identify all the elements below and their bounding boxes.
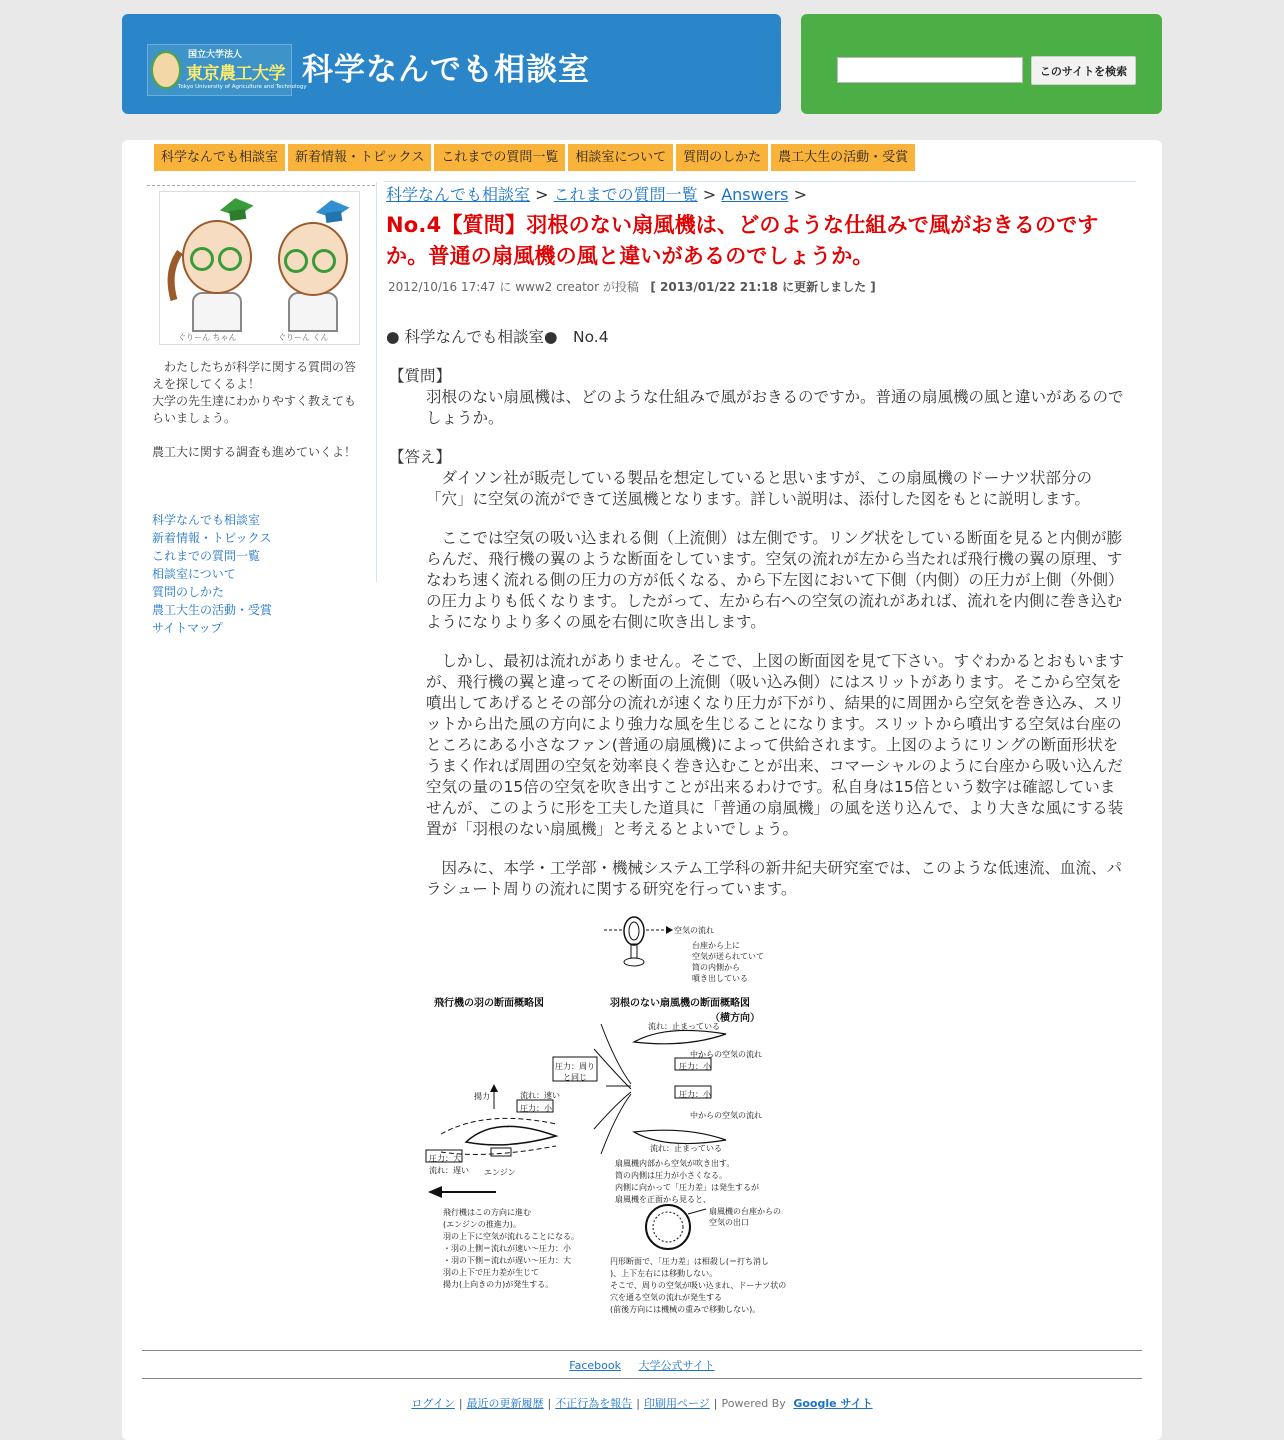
answer-paragraph-3: しかし、最初は流れがありません。そこで、上図の断面図を見て下さい。すぐわかるとおもいますが、飛行機の翼と違ってその断面の上流側（吸い込み側）にはスリットがあります。そこから空気を噴出してあげるとその部分の流れが速くなり圧力が下がり、結果的に周囲から空気を巻き込み、スリットから出た風の方向により強力な風を生じることになります。スリットから噴出する空気は台座のところにある小さなファン(普通の扇風機)によって供給されます。上図のようにリングの断面形状をうまく作れば周囲の空気を効率良く巻き込むことが出来、コマーシャルのように台座から吸い込んだ空気の量の15倍の空気を吹き出すことが出来るわけです。私自身は15倍という数字は確認していませんが、このように形を工夫した道具に「普通の扇風機」の風を送り込んで、より大きな風にする装置が「羽根のない扇風機」と考えるとよいでしょう。	[426, 652, 1125, 838]
glasses-icon	[218, 247, 242, 271]
mascot-boy-body	[288, 292, 338, 332]
sidebar-link-howto[interactable]: 質問のしかた	[152, 585, 225, 599]
fig-outlet-1: 扇風機の台座からの	[709, 1207, 781, 1216]
logo-line2: 東京農工大学	[186, 64, 285, 84]
glasses-icon	[312, 249, 336, 273]
sidebar-link-sitemap[interactable]: サイトマップ	[152, 621, 223, 635]
search-button[interactable]: このサイトを検索	[1031, 56, 1136, 85]
nav-item-howto[interactable]: 質問のしかた	[676, 144, 768, 171]
sidebar-top-border	[147, 185, 375, 186]
answer-label: 【答え】	[389, 448, 452, 466]
login-link[interactable]: ログイン	[411, 1397, 455, 1410]
sidebar-nav	[152, 511, 272, 637]
sidebar-intro-text2: 農工大に関する調査も進めていくよ！	[152, 445, 357, 459]
nav-item-students[interactable]: 農工大生の活動・受賞	[771, 144, 915, 171]
nav-item-about[interactable]: 相談室について	[568, 144, 673, 171]
nav-item-questions[interactable]: これまでの質問一覧	[434, 144, 565, 171]
question-text: 羽根のない扇風機は、どのような仕組みで風がおきるのですか。普通の扇風機の風と違いがあるのでしょうか。	[426, 388, 1124, 427]
powered-by-label: Powered By	[721, 1397, 786, 1410]
breadcrumb-answers[interactable]: Answers	[721, 185, 789, 204]
search-input[interactable]	[837, 57, 1023, 83]
fig-fan-note-3: 内側に向かって「圧力差」は発生するが	[615, 1183, 759, 1192]
breadcrumb-separator: >	[535, 185, 549, 204]
fig-fast: 流れ：速い	[520, 1091, 560, 1100]
footer-divider	[142, 1350, 1142, 1351]
post-body	[386, 327, 1136, 900]
fig-base-note-2: 空気が送られていて	[692, 952, 764, 961]
fig-fan-note-1: 扇風機内部から空気が吹き出す。	[615, 1159, 735, 1168]
breadcrumb-separator: >	[793, 185, 807, 204]
breadcrumb-questions[interactable]: これまでの質問一覧	[553, 185, 698, 204]
post-author-date: 2012/10/16 17:47 に www2 creator が投稿	[388, 280, 639, 294]
fig-circle-note-2: )、上下左右には移動しない。	[610, 1269, 718, 1278]
fig-plane-note-6: 羽の上下で圧力差が生じて	[443, 1268, 539, 1277]
fig-plane-note-4: ・羽の上側＝流れが速い～圧力：小	[443, 1244, 571, 1253]
fig-pressure-large: 圧力：大	[429, 1154, 461, 1163]
fig-inside-flow-top: 中からの空気の流れ	[690, 1050, 762, 1059]
hair-icon	[166, 252, 186, 302]
fig-lift: 揚力	[474, 1092, 490, 1101]
fig-air-flow: 空気の流れ	[674, 926, 714, 935]
mascot-image	[159, 191, 360, 345]
content-divider	[384, 181, 1136, 182]
sidebar-divider	[376, 182, 377, 582]
nav-item-home[interactable]: 科学なんでも相談室	[154, 144, 285, 171]
search-panel	[801, 14, 1162, 114]
main-content	[386, 184, 1136, 1314]
fig-inside-flow-bottom: 中からの空気の流れ	[690, 1111, 762, 1120]
answer-paragraph-1: ダイソン社が販売している製品を想定していると思いますが、この扇風機のドーナツ状部分の「穴」に空気の流ができて送風機となります。詳しい説明は、添付した図をもとに説明します。	[426, 469, 1093, 508]
footer-divider	[142, 1378, 1142, 1379]
sidebar-intro-text: わたしたちが科学に関する質問の答えを探してくるよ！ 大学の先生達にわかりやすく教えてもらいましょう。	[152, 360, 357, 425]
blue-cap-icon	[314, 198, 351, 226]
sidebar-link-questions[interactable]: これまでの質問一覧	[152, 549, 261, 563]
fig-stopped-top: 流れ：止まっている	[648, 1022, 720, 1031]
header-banner	[122, 14, 781, 114]
page-title: No.4【質問】羽根のない扇風機は、どのような仕組みで風がおきるのですか。普通の扇風機の風と違いがあるのでしょうか。	[386, 213, 1099, 268]
fig-fan-note-4: 扇風機を正面から見ると、	[615, 1195, 711, 1204]
report-abuse-link[interactable]: 不正行為を報告	[555, 1397, 633, 1410]
glasses-icon	[284, 249, 308, 273]
post-meta	[386, 278, 1136, 295]
university-site-link[interactable]: 大学公式サイト	[638, 1359, 715, 1372]
fig-plane-note-7: 揚力(上向きの力)が発生する。	[443, 1280, 554, 1289]
sidebar-intro	[152, 359, 362, 461]
explanation-diagram	[426, 914, 786, 1314]
footer-site-links: ログイン | 最近の更新履歴 | 不正行為を報告 | 印刷用ページ | Powered By Google サイト	[411, 1397, 873, 1410]
sidebar-link-news[interactable]: 新着情報・トピックス	[152, 531, 272, 545]
fig-circle-note-4: 穴を通る空気の流れが発生する	[610, 1293, 722, 1302]
fig-wing-title: 飛行機の羽の断面概略図	[434, 998, 544, 1009]
answer-paragraph-2: ここでは空気の吸い込まれる側（上流側）は左側です。リング状をしている断面を見ると内側が膨らんだ、飛行機の翼のような断面をしています。空気の流れが左から当たれば飛行機の翼の原理、すなわち速く流れる側の圧力の方が低くなる、から下左図において下側（内側）の圧力が上側（外側）の圧力よりも低くなります。したがって、左から右への空気の流れがあれば、流れを内側に巻き込むようになりより多くの風を右側に吹き出します。	[426, 529, 1124, 631]
fig-plane-note-5: ・羽の下側＝流れが遅い～圧力：大	[443, 1256, 571, 1265]
fig-base-note-1: 台座から上に	[692, 941, 740, 950]
main-container	[122, 140, 1162, 1440]
answer-paragraph-4: 因みに、本学・工学部・機械システム工学科の新井紀夫研究室では、このような低速流、血流、パラシュート周りの流れに関する研究を行っています。	[426, 859, 1122, 898]
mascot-left-label: ぐりーん ちゃん	[178, 333, 237, 342]
google-sites-link[interactable]: Google サイト	[793, 1397, 873, 1410]
fig-stopped-bottom: 流れ：止まっている	[650, 1144, 722, 1153]
sidebar-link-about[interactable]: 相談室について	[152, 567, 236, 581]
fig-fan-title: 羽根のない扇風機の断面概略図	[610, 998, 750, 1009]
green-cap-icon	[218, 196, 255, 224]
fig-plane-note-2: (エンジンの推進力)。	[443, 1220, 521, 1229]
glasses-icon	[190, 247, 214, 271]
fig-circle-note-3: そこで、周りの空気が吸い込まれ、ドーナツ状の	[610, 1281, 787, 1290]
mascot-logo-icon	[151, 51, 181, 89]
fig-slow: 流れ：遅い	[429, 1166, 469, 1175]
university-logo[interactable]	[147, 44, 307, 96]
fig-fan-note-2: 筒の内側は圧力が小さくなる。	[615, 1171, 727, 1180]
logo-english: Tokyo University of Agriculture and Technology	[178, 84, 307, 90]
fig-pressure-small-1: 圧力：小	[679, 1062, 711, 1071]
nav-item-news[interactable]: 新着情報・トピックス	[288, 144, 431, 171]
fig-circle-note-1: 円形断面で、「圧力差」は相殺し(＝打ち消し	[610, 1257, 769, 1266]
sidebar-link-students[interactable]: 農工大生の活動・受賞	[152, 603, 273, 617]
print-page-link[interactable]: 印刷用ページ	[643, 1397, 710, 1410]
breadcrumb-separator: >	[702, 185, 717, 204]
fig-base-note-4: 噴き出している	[692, 974, 748, 983]
fig-pressure-small-2: 圧力：小	[679, 1090, 711, 1099]
question-label: 【質問】	[389, 367, 452, 385]
fig-outlet-2: 空気の出口	[709, 1218, 749, 1227]
logo-line1: 国立大学法人	[188, 50, 243, 60]
top-nav	[154, 144, 918, 171]
post-updated: [ 2013/01/22 21:18 に更新しました ]	[650, 280, 876, 294]
fig-plane-note-3: 羽の上下に空気が流れることになる。	[443, 1232, 579, 1241]
post-heading: ● 科学なんでも相談室● No.4	[386, 328, 609, 346]
facebook-link[interactable]: Facebook	[569, 1359, 621, 1372]
breadcrumb	[386, 184, 1136, 206]
fig-plane-note-1: 飛行機はこの方向に進む	[443, 1208, 531, 1217]
fig-base-note-3: 筒の内側から	[692, 963, 740, 972]
sidebar-link-home[interactable]: 科学なんでも相談室	[152, 513, 261, 527]
mascot-right-label: ぐりーん くん	[278, 333, 329, 342]
fig-fan-subtitle: （横方向）	[710, 1013, 760, 1024]
breadcrumb-home[interactable]: 科学なんでも相談室	[386, 185, 531, 204]
mascot-girl-body	[192, 292, 242, 332]
recent-changes-link[interactable]: 最近の更新履歴	[466, 1397, 544, 1410]
fig-circle-note-5: (前後方向には機械の重みで移動しない)。	[610, 1305, 761, 1314]
fig-pressure-same: 圧力：周りと同じ	[555, 1062, 595, 1082]
fig-engine: エンジン	[484, 1168, 516, 1177]
fig-pressure-small-3: 圧力：小	[520, 1104, 552, 1113]
footer-external-links	[122, 1357, 1162, 1373]
site-title[interactable]: 科学なんでも相談室	[302, 52, 590, 88]
